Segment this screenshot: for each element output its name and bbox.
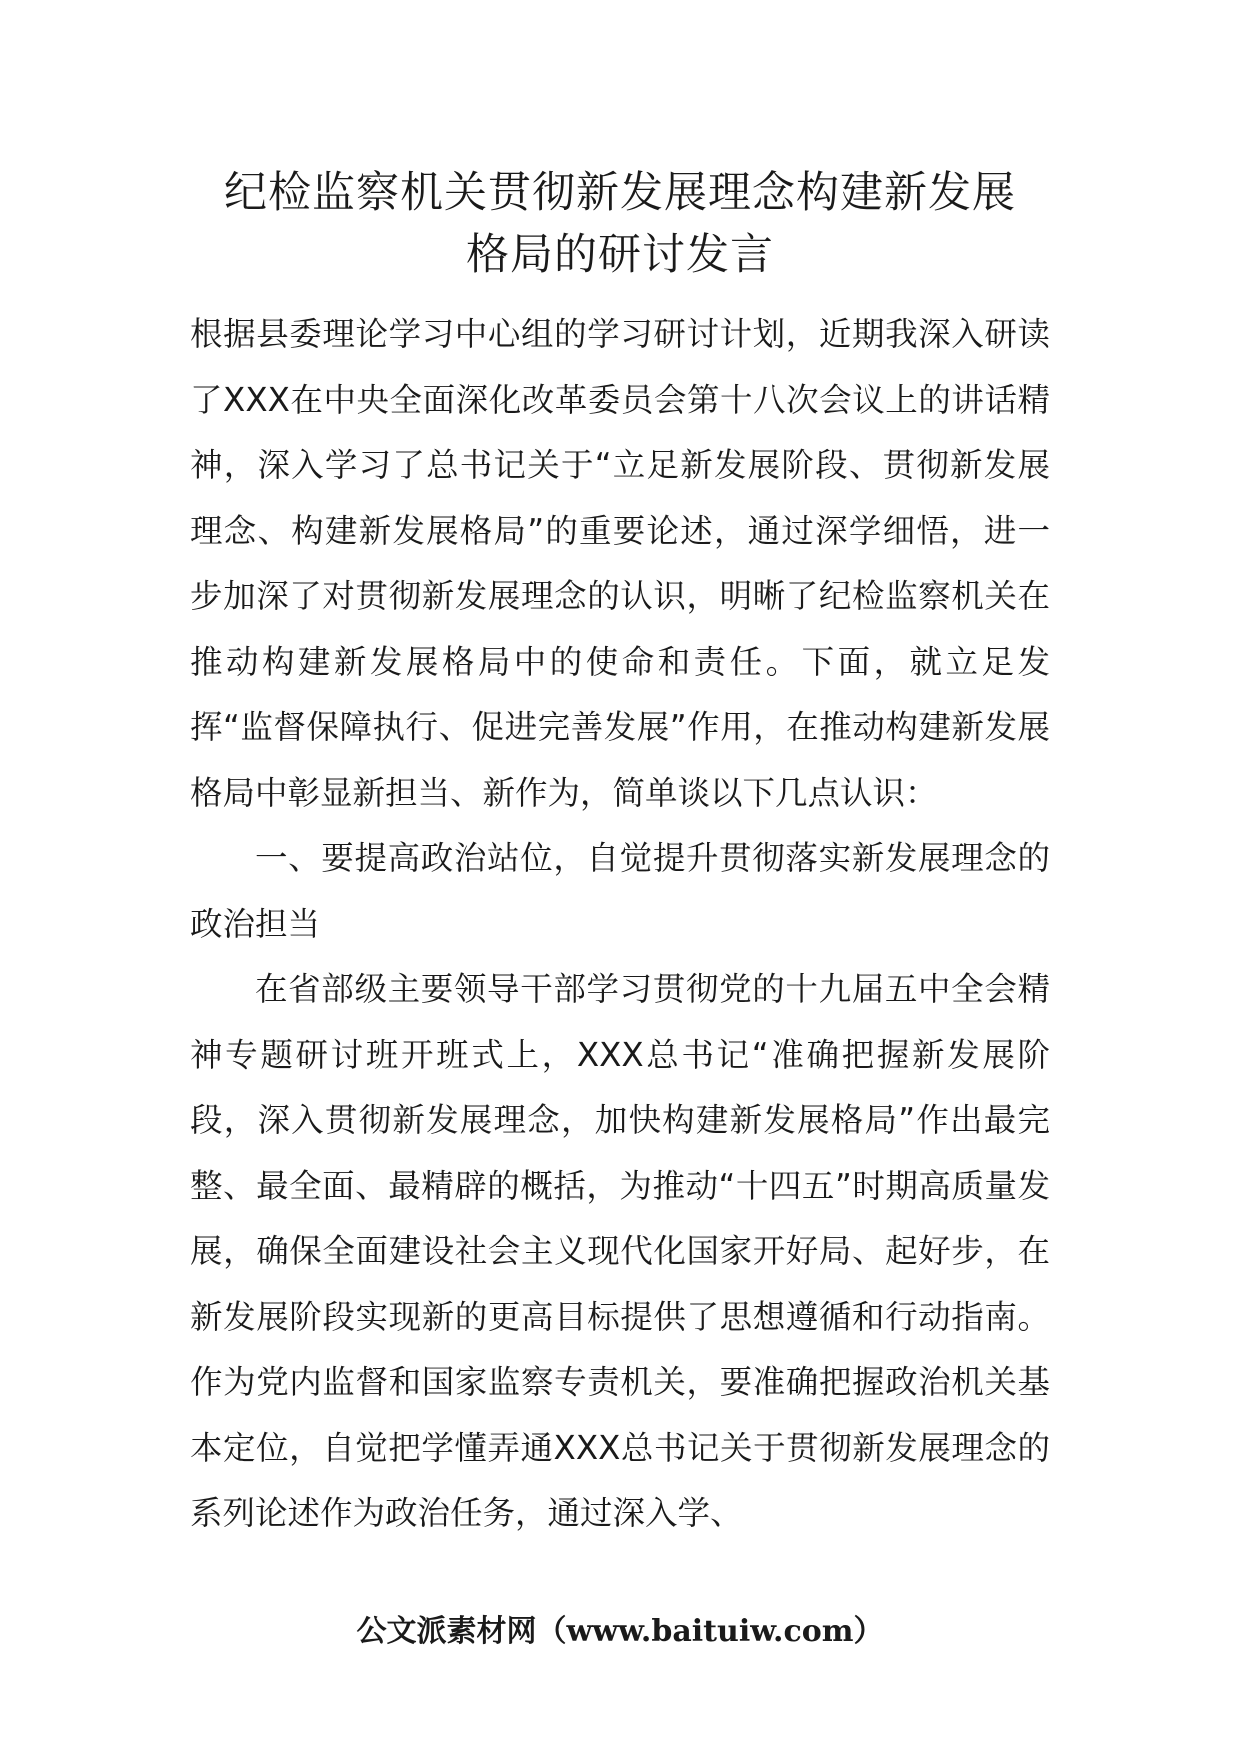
paragraph-intro: 根据县委理论学习中心组的学习研讨计划，近期我深入研读了XXX在中央全面深化改革委员会第十八次会议上的讲话精神，深入学习了总书记关于“立足新发展阶段、贯彻新发展理念、构建新发展格局”的重要论述，通过深学细悟，进一步加深了对贯彻新发展理念的认识，明晰了纪检监察机关在推动构建新发展格局中的使命和责任。下面，就立足发挥“监督保障执行、促进完善发展”作用，在推动构建新发展格局中彰显新担当、新作为，简单谈以下几点认识：: [190, 315, 1050, 812]
document-body: [190, 302, 1050, 1547]
title-line-1: 纪检监察机关贯彻新发展理念构建新发展: [224, 168, 1016, 218]
document-title: [150, 162, 1090, 286]
section-heading-1: 一、要提高政治站位，自觉提升贯彻落实新发展理念的政治担当: [190, 839, 1050, 943]
title-line-2: 格局的研讨发言: [466, 230, 774, 280]
footer-watermark: 公文派素材网（www.baituiw.com）: [356, 1614, 884, 1649]
paragraph-section-1: 在省部级主要领导干部学习贯彻党的十九届五中全会精神专题研讨班开班式上，XXX总书记“准确把握新发展阶段，深入贯彻新发展理念，加快构建新发展格局”作出最完整、最全面、最精辟的概括，为推动“十四五”时期高质量发展，确保全面建设社会主义现代化国家开好局、起好步，在新发展阶段实现新的更高目标提供了思想遵循和行动指南。作为党内监督和国家监察专责机关，要准确把握政治机关基本定位，自觉把学懂弄通XXX总书记关于贯彻新发展理念的系列论述作为政治任务，通过深入学、: [190, 970, 1050, 1532]
